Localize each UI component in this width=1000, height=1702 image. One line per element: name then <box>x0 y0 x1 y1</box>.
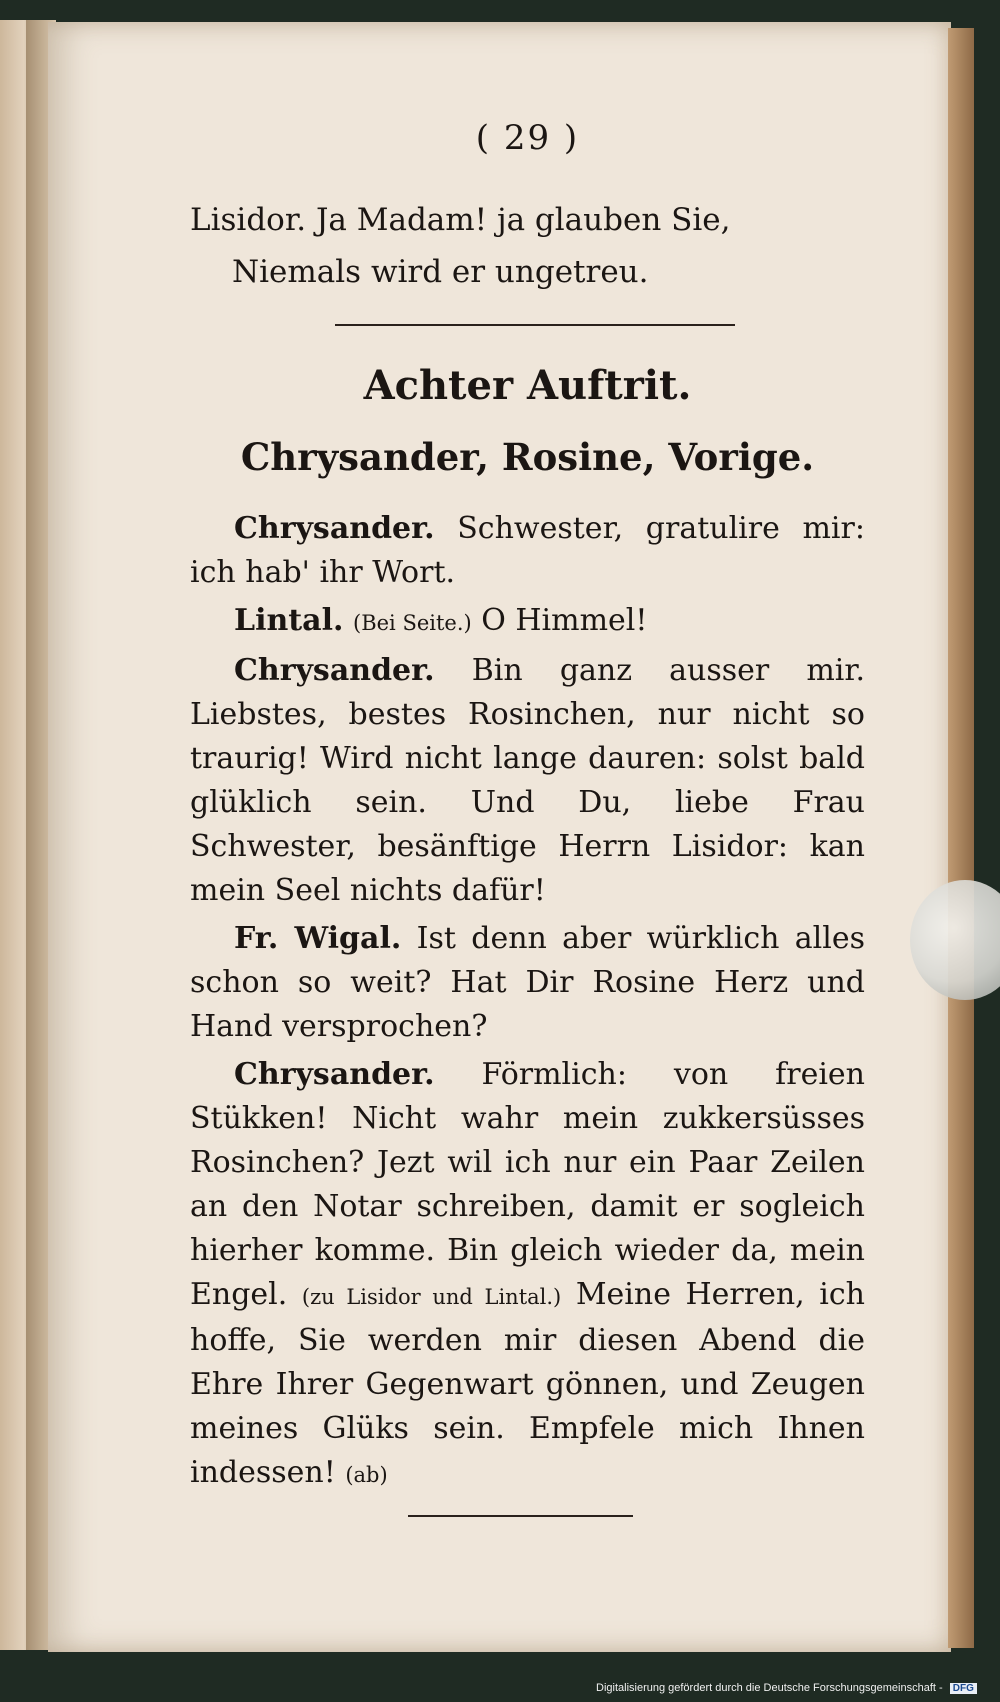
dialogue-text: Bin ganz ausser mir. Liebstes, bestes Rosinchen, nur nicht so traurig! Wird nicht lange dauren: solst bald glüklich sein. Und Du, liebe Frau Schwester, besänftige Herrn Lisidor: kan mein Seel nichts dafür! <box>190 653 865 908</box>
verse-line: Lisidor. Ja Madam! ja glauben Sie, <box>190 202 731 238</box>
speaker-name: Chrysander. <box>234 511 435 546</box>
stage-direction: (zu Lisidor und Lintal.) <box>301 1285 562 1309</box>
dialogue-text: Schwester, gratulire mir: ich hab' ihr Wort. <box>190 511 865 590</box>
speaker-name: Lintal. <box>234 603 344 638</box>
page-text <box>190 118 865 1553</box>
verse-line: Niemals wird er ungetreu. <box>232 254 649 290</box>
dialogue-paragraph <box>190 507 865 595</box>
cast-list: Chrysander, Rosine, Vorige. <box>240 435 815 479</box>
speaker-name: Chrysander. <box>234 1057 435 1092</box>
dialogue-text: Meine Herren, ich hoffe, Sie werden mir diesen Abend die Ehre Ihrer Gegenwart gönnen, und Zeugen meines Glüks sein. Empfele mich Ihnen indessen! <box>190 1277 865 1490</box>
scene-title: Achter Auftrit. <box>363 362 692 409</box>
dialogue-paragraph <box>190 599 865 645</box>
speaker-name: Fr. Wigal. <box>234 921 402 956</box>
right-page-edge <box>948 28 974 1648</box>
dialogue-paragraph <box>190 649 865 913</box>
credit-text: Digitalisierung gefördert durch die Deutsche Forschungsgemeinschaft - <box>596 1682 943 1694</box>
divider-rule <box>408 1515 633 1517</box>
digitization-credit <box>596 1682 977 1694</box>
dialogue-text: Förmlich: von freien Stükken! Nicht wahr mein zukkersüsses Rosinchen? Jezt wil ich nur ein Paar Zeilen an den Notar schreiben, damit er sogleich hierher komme. Bin gleich wieder da, mein Engel. <box>190 1057 865 1312</box>
dialogue-paragraph <box>190 917 865 1049</box>
divider-rule <box>335 324 735 326</box>
dialogue-text: Ist denn aber würklich alles schon so weit? Hat Dir Rosine Herz und Hand versprochen? <box>190 921 865 1044</box>
speaker-name: Chrysander. <box>234 653 435 688</box>
dialogue-text: O Himmel! <box>481 603 648 638</box>
stage-direction-exit: (ab) <box>345 1463 388 1487</box>
dfg-logo: DFG <box>950 1683 977 1694</box>
dialogue-paragraph <box>190 1053 865 1497</box>
page-number: ( 29 ) <box>475 118 580 158</box>
stage-direction: (Bei Seite.) <box>353 611 472 635</box>
